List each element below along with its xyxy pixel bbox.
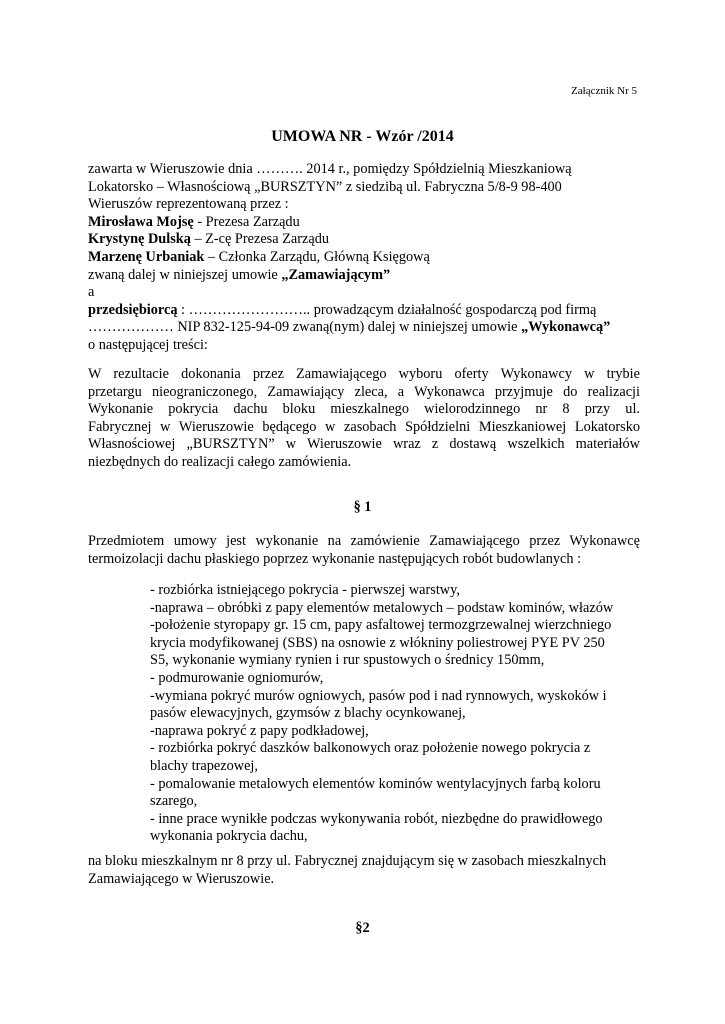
works-list-line: krycia modyfikowanej (SBS) na osnowie z włókniny poliestrowej PYE PV 250 bbox=[150, 634, 605, 651]
section-1-intro-line: Przedmiotem umowy jest wykonanie na zamówienie Zamawiającego przez Wykonawcę bbox=[88, 533, 640, 549]
works-list-line: -naprawa – obróbki z papy elementów metalowych – podstaw kominów, włazów bbox=[150, 599, 614, 616]
representative-3 bbox=[88, 249, 640, 267]
section-1-outro-line: Zamawiającego w Wieruszowie. bbox=[88, 870, 275, 887]
representative-3-role: – Członka Zarządu, Główną Księgową bbox=[204, 248, 430, 265]
ordering-party-prefix: zwaną dalej w niniejszej umowie bbox=[88, 266, 282, 283]
works-list-line: - inne prace wynikłe podczas wykonywania robót, niezbędne do prawidłowego bbox=[150, 810, 603, 827]
document-title: UMOWA NR - Wzór /2014 bbox=[271, 128, 454, 145]
contractor-nip-text: ……………… NIP 832-125-94-09 zwaną(nym) dalej w niniejszej umowie bbox=[88, 319, 522, 336]
works-list-line: wykonania pokrycia dachu, bbox=[150, 828, 308, 845]
works-list-line: pasów elewacyjnych, gzymsów z blachy ocynkowanej, bbox=[150, 705, 466, 722]
contractor-label: „Wykonawcą” bbox=[521, 319, 611, 336]
works-list-line: - podmurowanie ogniomurów, bbox=[150, 669, 324, 686]
contractor-line-1-rest: : …………………….. prowadzącym działalność gospodarczą pod firmą bbox=[177, 301, 597, 318]
recital-paragraph bbox=[88, 366, 640, 472]
intro-closing: o następującej treści: bbox=[88, 336, 208, 353]
recital-line: W rezultacie dokonania przez Zamawiającego wyboru oferty Wykonawcy w trybie bbox=[88, 366, 640, 382]
representative-2-name: Krystynę Dulską bbox=[88, 231, 191, 248]
representative-1-name: Mirosława Mojsę bbox=[88, 213, 194, 230]
works-list-line: - rozbiórka pokryć daszków balkonowych oraz położenie nowego pokrycia z bbox=[150, 740, 591, 757]
section-1-intro bbox=[88, 533, 640, 568]
recital-line: niezbędnych do realizacji całego zamówienia. bbox=[88, 453, 352, 470]
ordering-party-line bbox=[88, 267, 640, 285]
contractor-term: przedsiębiorcą bbox=[88, 301, 178, 318]
works-list bbox=[150, 582, 640, 846]
representative-3-name: Marzenę Urbaniak bbox=[88, 248, 205, 265]
recital-line: Wykonanie pokrycia dachu bloku mieszkalnego wielorodzinnego nr 8 przy ul. bbox=[88, 401, 640, 418]
works-list-line: S5, wykonanie wymiany rynien i rur spustowych o średnicy 150mm, bbox=[150, 652, 545, 669]
contractor-line-1 bbox=[88, 302, 640, 320]
works-list-line: szarego, bbox=[150, 793, 198, 810]
recital-line: Fabrycznej w Wieruszowie będącego w zasobach Spółdzielni Mieszkaniowej Lokatorsko bbox=[88, 418, 640, 435]
parties-block bbox=[88, 161, 640, 355]
annex-label: Załącznik Nr 5 bbox=[571, 85, 637, 97]
works-list-line: -wymiana pokryć murów ogniowych, pasów pod i nad rynnowych, wyskoków i bbox=[150, 687, 607, 704]
representative-1-role: - Prezesa Zarządu bbox=[193, 213, 300, 230]
representative-2 bbox=[88, 231, 640, 249]
section-1-heading: § 1 bbox=[353, 499, 372, 515]
conjunction: a bbox=[88, 284, 95, 301]
section-1-outro bbox=[88, 853, 640, 888]
recital-line: Własnościowej „BURSZTYN” w Wieruszowie wraz z dostawą wszelkich materiałów bbox=[88, 436, 640, 453]
section-2-heading: §2 bbox=[355, 920, 370, 936]
contractor-line-2 bbox=[88, 319, 640, 337]
works-list-line: -położenie styropapy gr. 15 cm, papy asfaltowej termozgrzewalnej wierzchniego bbox=[150, 617, 612, 634]
recital-line: przetargu nieograniczonego, Zamawiający zleca, a Wykonawca przyjmuje do realizacji bbox=[88, 383, 640, 400]
works-list-line: - pomalowanie metalowych elementów kominów wentylacyjnych farbą koloru bbox=[150, 775, 601, 792]
representative-2-role: – Z-cę Prezesa Zarządu bbox=[190, 231, 329, 248]
intro-line-3: Wieruszów reprezentowaną przez : bbox=[88, 196, 289, 213]
representative-1 bbox=[88, 214, 640, 232]
intro-line-2: Lokatorsko – Własnościową „BURSZTYN” z siedzibą ul. Fabryczna 5/8-9 98-400 bbox=[88, 178, 562, 195]
works-list-line: - rozbiórka istniejącego pokrycia - pierwszej warstwy, bbox=[150, 582, 460, 598]
section-1-intro-line: termoizolacji dachu płaskiego poprzez wykonanie następujących robót budowlanych : bbox=[88, 550, 582, 567]
works-list-line: blachy trapezowej, bbox=[150, 757, 258, 774]
section-1-outro-line: na bloku mieszkalnym nr 8 przy ul. Fabrycznej znajdującym się w zasobach mieszkalnych bbox=[88, 853, 607, 869]
ordering-party-label: „Zamawiającym” bbox=[281, 266, 391, 283]
works-list-line: -naprawa pokryć z papy podkładowej, bbox=[150, 722, 369, 739]
intro-line-1: zawarta w Wieruszowie dnia ………. 2014 r., pomiędzy Spółdzielnią Mieszkaniową bbox=[88, 161, 572, 177]
